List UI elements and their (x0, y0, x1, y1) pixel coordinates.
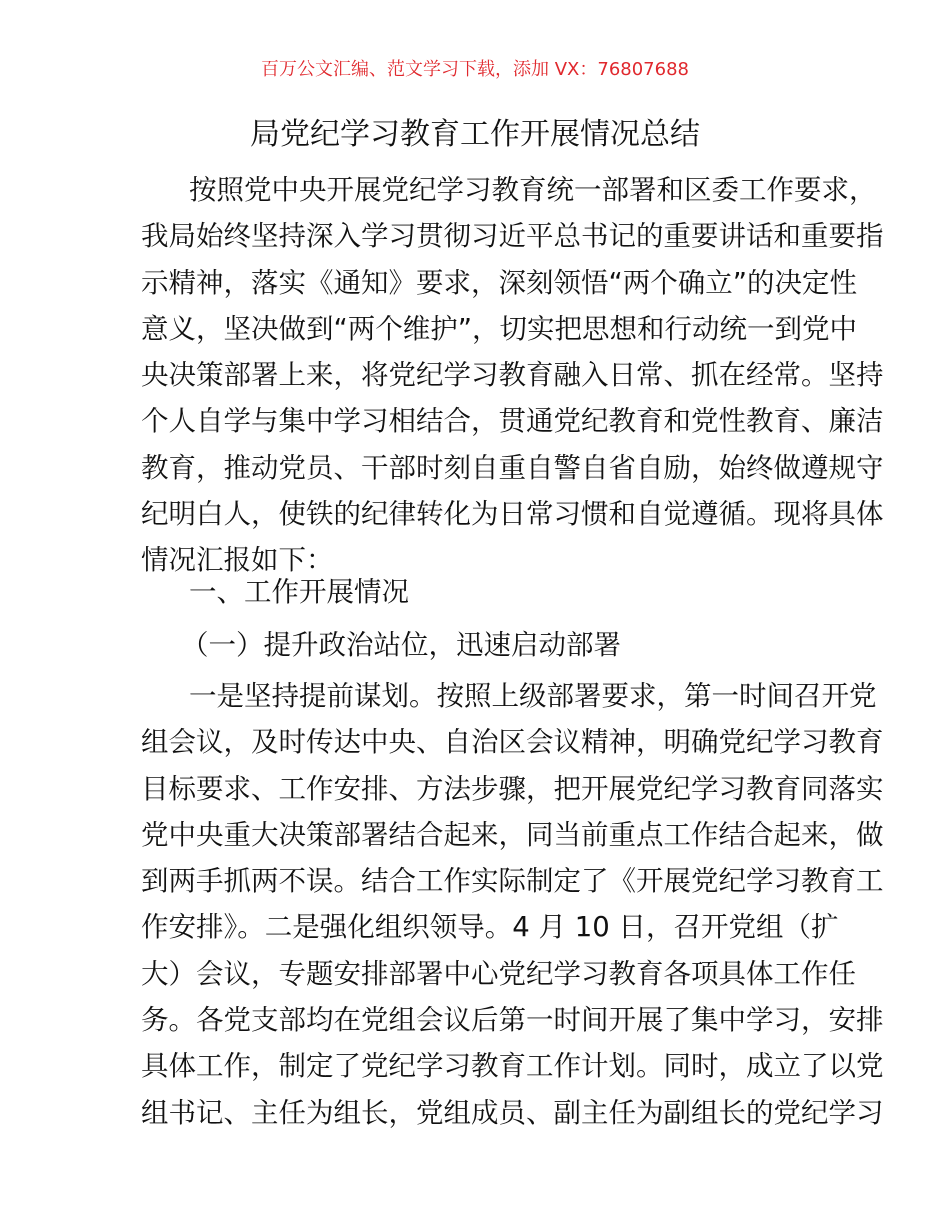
paragraph-line: 示精神，落实《通知》要求，深刻领悟“两个确立”的决定性 (141, 266, 857, 299)
watermark-header: 百万公文汇编、范文学习下载，添加 VX：76807688 (261, 59, 689, 80)
paragraph-line: 按照党中央开展党纪学习教育统一部署和区委工作要求， (189, 174, 877, 206)
intro-paragraph (141, 167, 884, 584)
paragraph-line: 组书记、主任为组长，党组成员、副主任为副组长的党纪学习 (141, 1096, 884, 1129)
subsection-heading: （一）提升政治站位，迅速启动部署 (181, 629, 621, 661)
paragraph-line: 务。各党支部均在党组会议后第一时间开展了集中学习，安排 (141, 1004, 884, 1037)
paragraph-line: 具体工作，制定了党纪学习教育工作计划。同时，成立了以党 (141, 1050, 884, 1083)
paragraph-line: 情况汇报如下： (141, 544, 334, 577)
paragraph-line: 教育，推动党员、干部时刻自重自警自省自励，始终做遵规守 (141, 451, 884, 484)
body-paragraph (141, 673, 884, 1136)
document-title: 局党纪学习教育工作开展情况总结 (250, 117, 700, 152)
paragraph-line: 到两手抓两不误。结合工作实际制定了《开展党纪学习教育工 (141, 865, 884, 898)
section-heading: 一、工作开展情况 (189, 576, 409, 608)
paragraph-line: 大）会议，专题安排部署中心党纪学习教育各项具体工作任 (141, 957, 856, 990)
paragraph-line: 目标要求、工作安排、方法步骤，把开展党纪学习教育同落实 (141, 772, 884, 805)
paragraph-line: 组会议，及时传达中央、自治区会议精神，明确党纪学习教育 (141, 726, 884, 759)
paragraph-line: 一是坚持提前谋划。按照上级部署要求，第一时间召开党 (189, 680, 877, 712)
paragraph-line: 我局始终坚持深入学习贯彻习近平总书记的重要讲话和重要指 (141, 220, 884, 253)
paragraph-line: 个人自学与集中学习相结合，贯通党纪教育和党性教育、廉洁 (141, 405, 884, 438)
paragraph-line: 作安排》。二是强化组织领导。4 月 10 日，召开党组（扩 (141, 911, 839, 944)
paragraph-line: 意义，坚决做到“两个维护”，切实把思想和行动统一到党中 (141, 312, 857, 345)
paragraph-line: 纪明白人，使铁的纪律转化为日常习惯和自觉遵循。现将具体 (141, 498, 884, 531)
paragraph-line: 央决策部署上来，将党纪学习教育融入日常、抓在经常。坚持 (141, 359, 884, 392)
paragraph-line: 党中央重大决策部署结合起来，同当前重点工作结合起来，做 (141, 818, 884, 851)
